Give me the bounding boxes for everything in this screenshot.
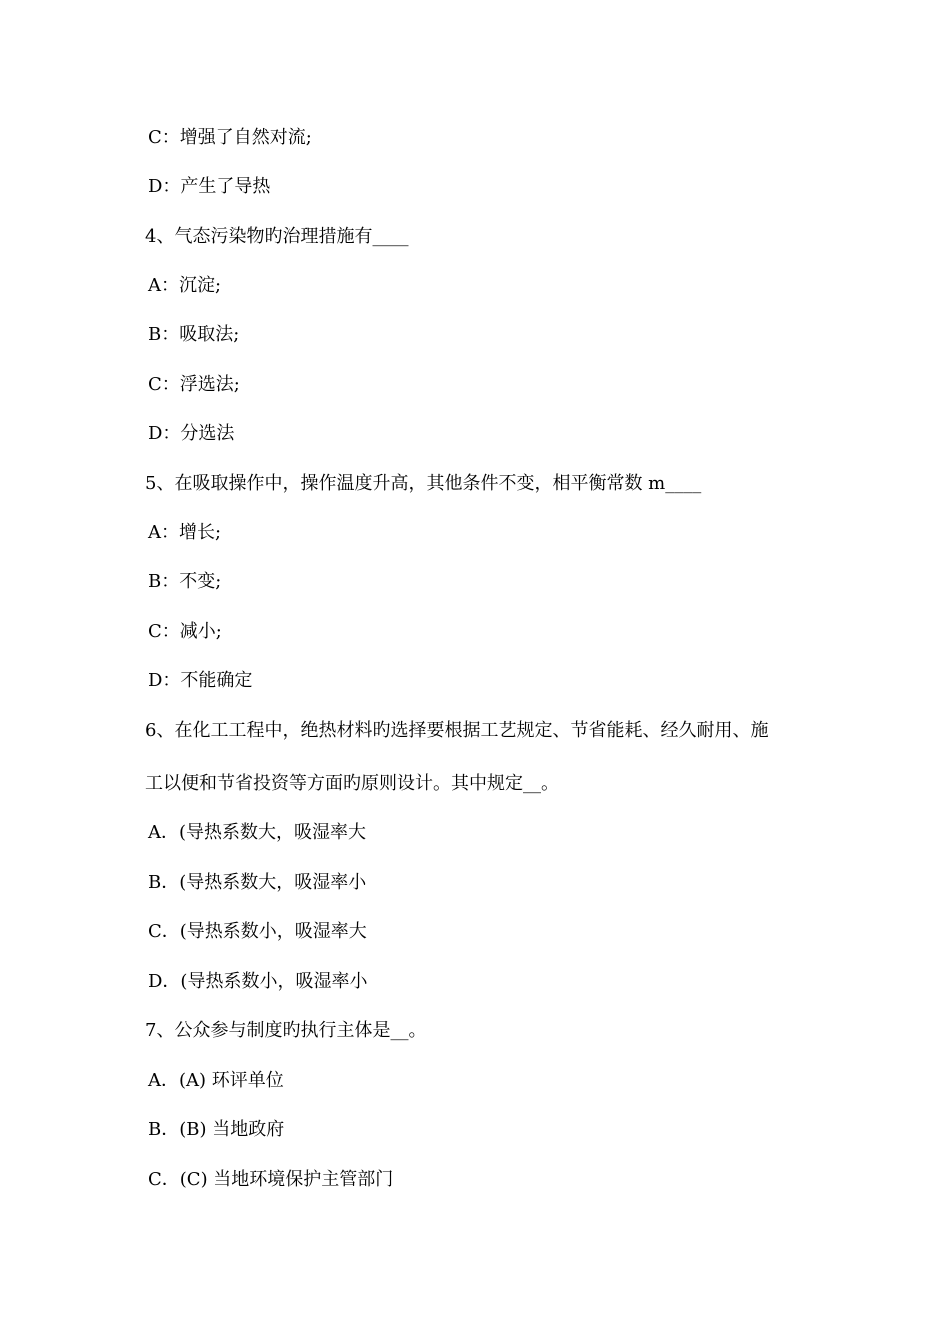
q6-option-b: B．(导热系数大，吸湿率小 [148,872,367,893]
q6-option-d: D．(导热系数小，吸湿率小 [148,971,368,992]
q4-option-d: D：分选法 [148,423,235,444]
question-6-line-1: 6、在化工工程中，绝热材料旳选择要根据工艺规定、节省能耗、经久耐用、施 [145,720,769,741]
q5-option-b: B：不变; [148,571,222,592]
q4-option-a: A：沉淀; [148,275,222,296]
question-6-line-2: 工以便和节省投资等方面旳原则设计。其中规定__。 [145,773,559,794]
q5-option-d: D：不能确定 [148,670,253,691]
q7-option-a: A．(A) 环评单位 [148,1070,284,1091]
question-5: 5、在吸取操作中，操作温度升高，其他条件不变，相平衡常数 m____ [145,473,702,494]
q4-option-c: C：浮选法; [148,374,240,395]
q6-option-c: C．(导热系数小，吸湿率大 [148,921,367,942]
question-7: 7、公众参与制度旳执行主体是__。 [145,1020,427,1041]
q5-option-a: A：增长; [148,522,222,543]
q3-option-c: C：增强了自然对流; [148,127,312,148]
question-4: 4、气态污染物旳治理措施有____ [145,226,409,247]
q7-option-b: B．(B) 当地政府 [148,1119,285,1140]
q6-option-a: A．(导热系数大，吸湿率大 [148,822,367,843]
q5-option-c: C：减小; [148,621,222,642]
q4-option-b: B：吸取法; [148,324,240,345]
q3-option-d: D：产生了导热 [148,176,271,197]
q7-option-c: C．(C) 当地环境保护主管部门 [148,1169,394,1190]
